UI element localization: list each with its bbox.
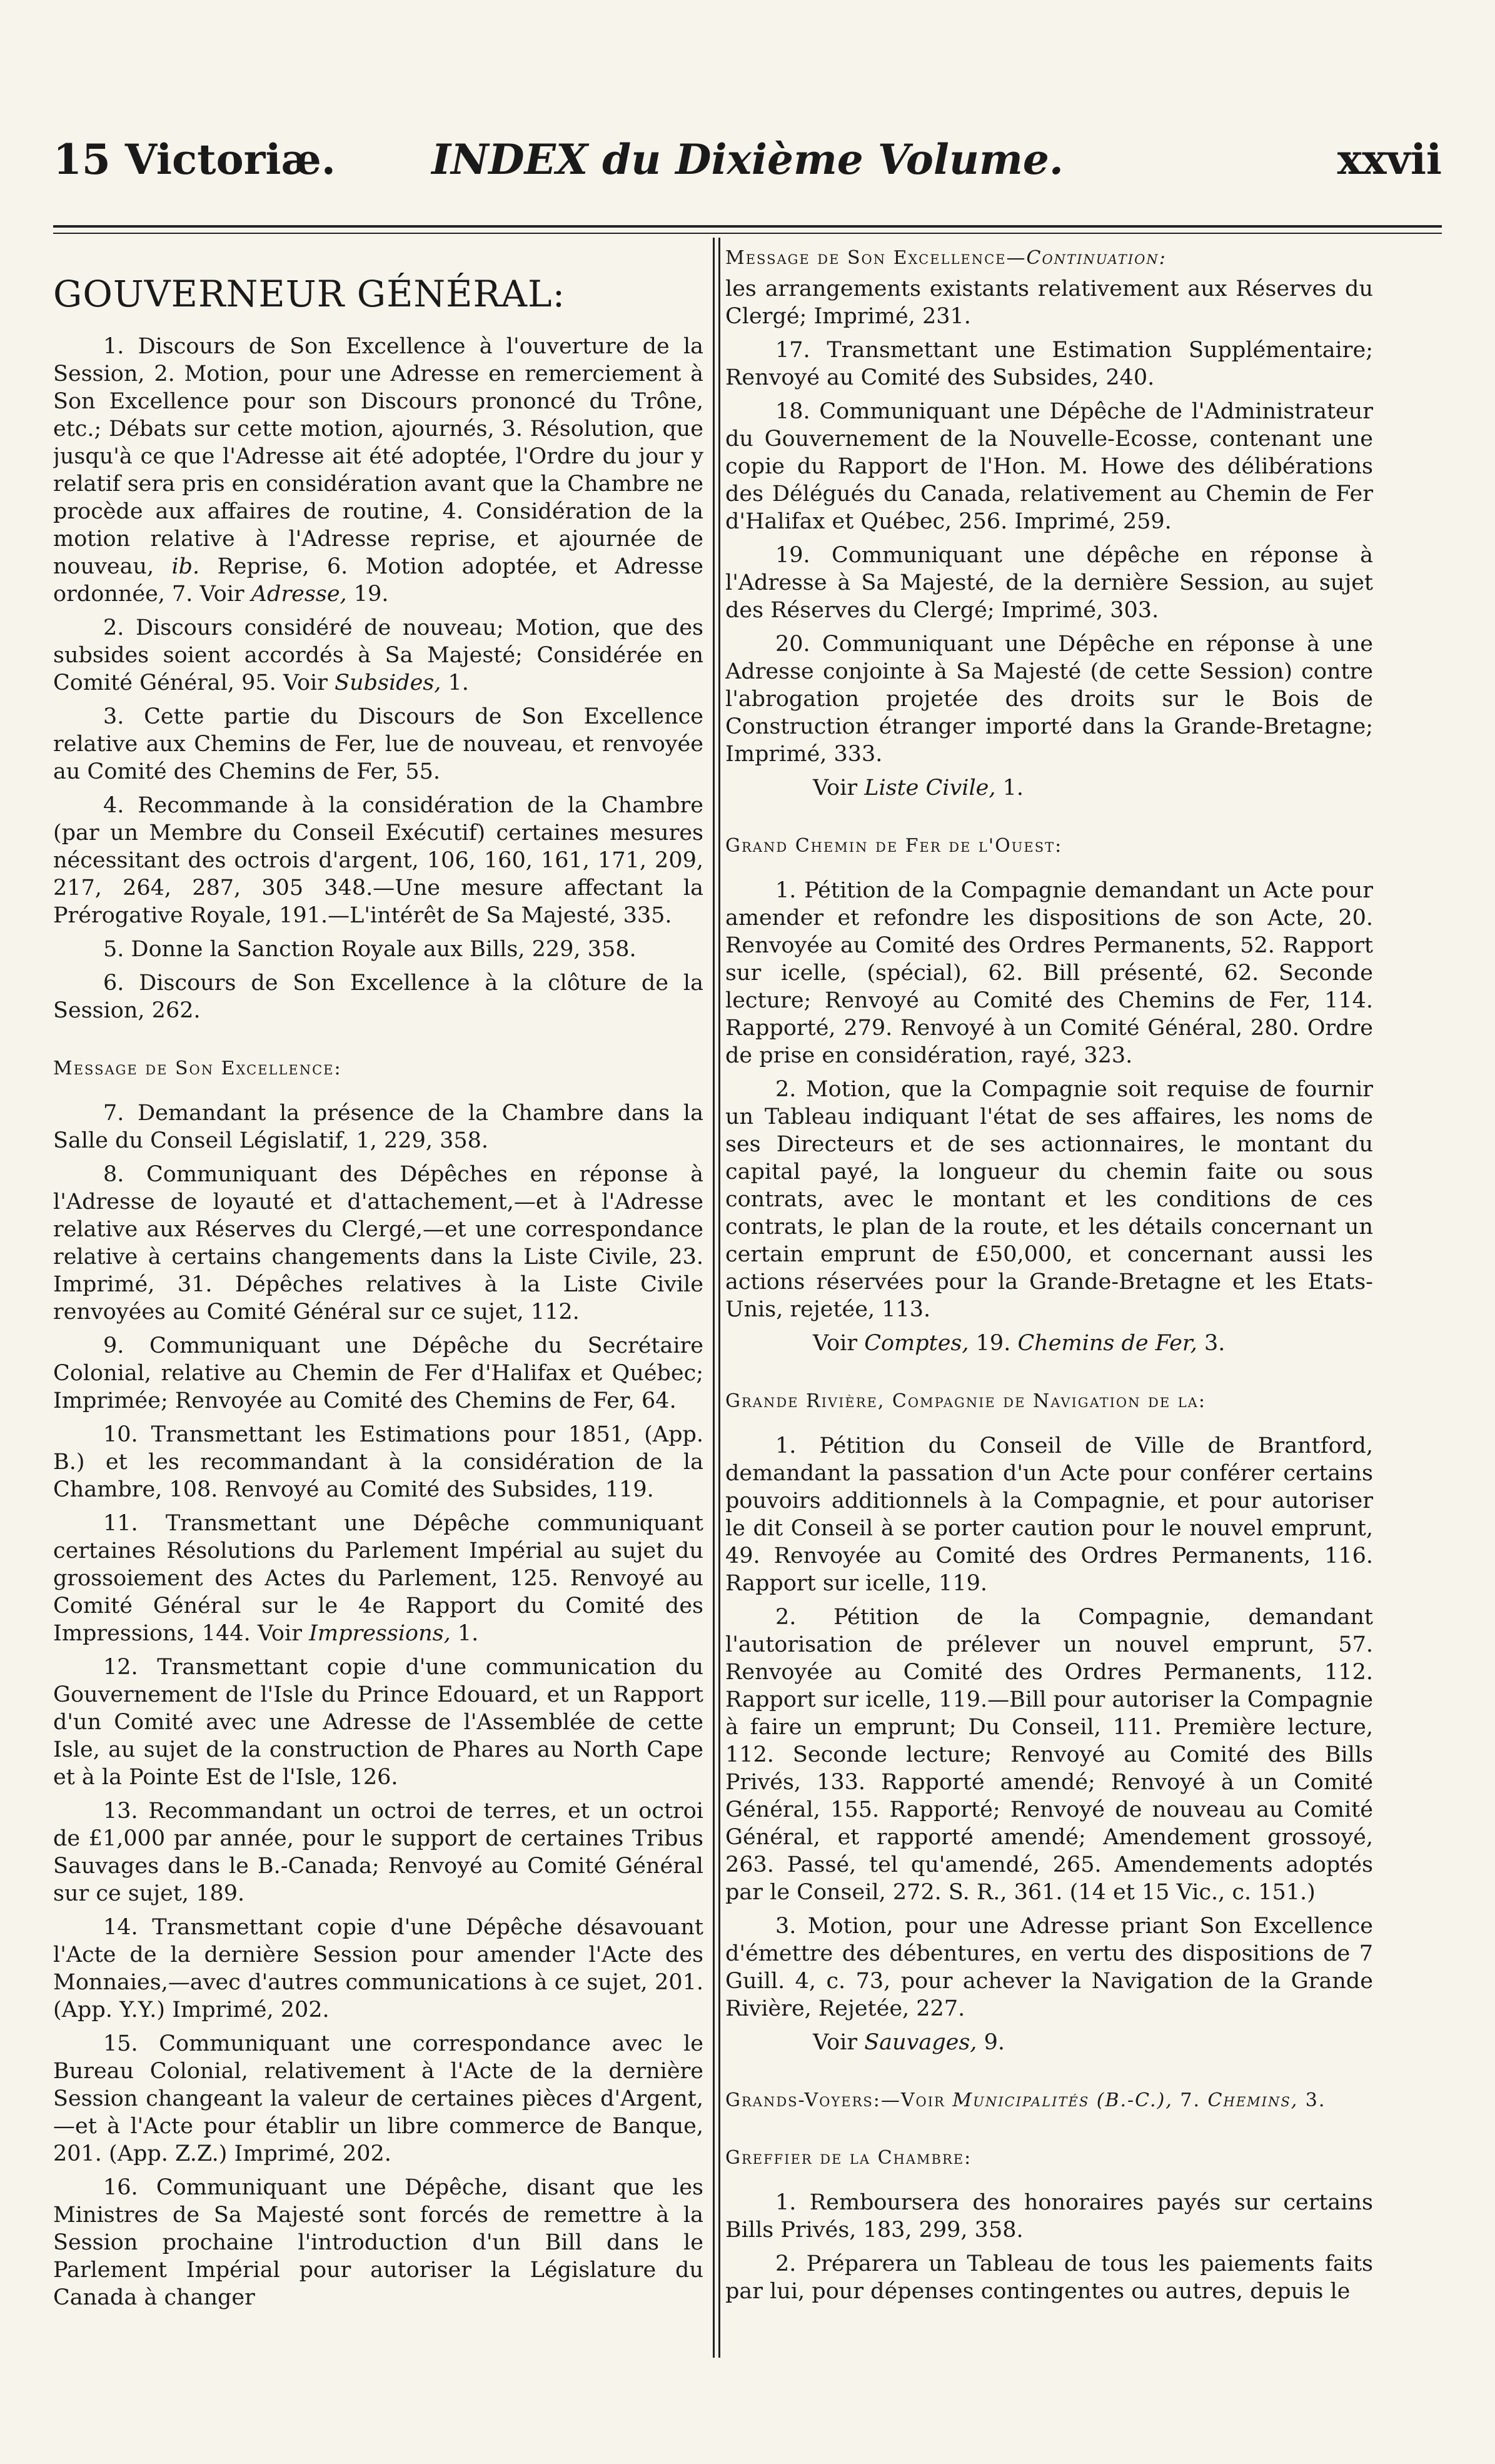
heading-grande-riviere: Grande Rivière, Compagnie de Navigation de la: [725, 1390, 1206, 1412]
entry-3: 3. Cette partie du Discours de Son Excellence relative aux Chemins de Fer, lue de nouveau, et renvoyée au Comité des Chemins de Fer, 55. [53, 704, 703, 784]
header-session: 15 Victoriæ. [53, 135, 336, 184]
voir-ref: Liste Civile, [864, 775, 996, 800]
entry-2 [53, 614, 703, 697]
entry-20: 20. Communiquant une Dépêche en réponse à une Adresse conjointe à Sa Majesté (de cette Session) contre l'abrogation projetée des droits sur le Bois de Construction étranger importé dans la Grande-Bretagne; Imprimé, 333. [725, 632, 1373, 767]
heading-gouverneur-general: GOUVERNEUR GÉNÉRAL: [53, 273, 566, 315]
gr-voir-page: 9. [984, 2030, 1005, 2055]
entry-1-page: 19. [353, 582, 389, 607]
entry-9: 9. Communiquant une Dépêche du Secrétaire Colonial, relative au Chemin de Fer d'Halifax et Québec; Imprimée; Renvoyée au Comité des Chemins de Fer, 64. [53, 1333, 703, 1413]
entry-19: 19. Communiquant une dépêche en réponse à l'Adresse à Sa Majesté, de la dernière Session, au sujet des Réserves du Clergé; Imprimé, 303. [725, 543, 1373, 623]
entry-11-text: 11. Transmettant une Dépêche communiquant certaines Résolutions du Parlement Impérial au sujet du grossoiement des Actes du Parlement, 125. Renvoyé au Comité Général sur le 4e Rapport du Comité des Impressions, 144. Voir [53, 1511, 703, 1646]
entry-11-page: 1. [457, 1621, 479, 1646]
column-divider [713, 238, 720, 2358]
gv-ref2: Chemins, [1207, 2089, 1299, 2111]
entry-14: 14. Transmettant copie d'une Dépêche désavouant l'Acte de la dernière Session pour amender l'Acte des Monnaies,—avec d'autres communications à ce sujet, 201. (App. Y.Y.) Imprimé, 202. [53, 1915, 703, 2022]
gr-voir-ref: Sauvages, [864, 2030, 977, 2055]
gc-voir-page2: 3. [1204, 1331, 1226, 1356]
gv-ref1: Municipalités (B.-C.), [952, 2089, 1173, 2111]
entry-5: 5. Donne la Sanction Royale aux Bills, 229, 358. [103, 937, 637, 962]
entry-6: 6. Discours de Son Excellence à la clôture de la Session, 262. [53, 971, 703, 1023]
entry-8: 8. Communiquant des Dépêches en réponse à l'Adresse de loyauté et d'attachement,—et à l'Adresse relative aux Réserves du Clergé,—et une correspondance relative à certains changements dans la Liste Civile, 23. Imprimé, 31. Dépêches relatives à la Liste Civile renvoyées au Comité Général sur ce sujet, 112. [53, 1162, 703, 1325]
gc-voir-ref2: Chemins de Fer, [1017, 1331, 1197, 1356]
entry-1 [53, 333, 703, 608]
entry-11 [53, 1510, 703, 1647]
gf-entry-1: 1. Remboursera des honoraires payés sur certains Bills Privés, 183, 299, 358. [725, 2190, 1373, 2243]
voir-page: 1. [1002, 775, 1024, 800]
page-header [53, 131, 1442, 188]
entry-7: 7. Demandant la présence de la Chambre dans la Salle du Conseil Législatif, 1, 229, 358. [53, 1101, 703, 1153]
entry-10: 10. Transmettant les Estimations pour 1851, (App. B.) et les recommandant à la considération de la Chambre, 108. Renvoyé au Comité des Subsides, 119. [53, 1422, 703, 1502]
entry-2-page: 1. [448, 670, 469, 695]
entry-1-ibid: ib. [171, 554, 200, 579]
entry-16-continued: les arrangements existants relativement aux Réserves du Clergé; Imprimé, 231. [725, 276, 1373, 329]
heading-grands-voyers [725, 2088, 1373, 2114]
heading-grand-chemin: Grand Chemin de Fer de l'Ouest: [725, 835, 1063, 857]
gv-page2: 3. [1305, 2089, 1326, 2111]
gr-entry-2: 2. Pétition de la Compagnie, demandant l'autorisation de prélever un nouvel emprunt, 57. Renvoyée au Comité des Ordres Permanents, 112. Rapport sur icelle, 119.—Bill pour autoriser la Compagnie à faire un emprunt; Du Conseil, 111. Première lecture, 112. Seconde lecture; Renvoyé au Comité des Bills Privés, 133. Rapporté amendé; Renvoyé à un Comité Général, 155. Rapporté; Renvoyé de nouveau au Comité Général, et rapporté amendé; Amendement grossoyé, 263. Passé, tel qu'amendé, 265. Amendements adoptés par le Conseil, 272. S. R., 361. (14 et 15 Vic., c. 151.) [725, 1605, 1373, 1905]
header-page-number: xxvii [1337, 135, 1442, 184]
gf-entry-2: 2. Préparera un Tableau de tous les paiements faits par lui, pour dépenses contingentes ou autres, depuis le [725, 2251, 1373, 2304]
entry-1-text: 1. Discours de Son Excellence à l'ouverture de la Session, 2. Motion, pour une Adresse en remerciement à Son Excellence pour son Discours prononcé du Trône, etc.; Débats sur cette motion, ajournés, 3. Résolution, que jusqu'à ce que l'Adresse ait été adoptée, l'Ordre du jour y relatif sera pris en considération avant que la Chambre ne procède aux affaires de routine, 4. Considération de la motion relative à l'Adresse reprise, et ajournée de nouveau, [53, 334, 703, 579]
voir-liste-civile [725, 774, 1373, 802]
entry-13: 13. Recommandant un octroi de terres, et un octroi de £1,000 par année, pour le support de certaines Tribus Sauvages dans le B.-Canada; Renvoyé au Comité Général sur ce sujet, 189. [53, 1799, 703, 1906]
gr-voir [725, 2029, 1373, 2056]
gc-voir-label: Voir [813, 1331, 858, 1356]
entry-1-ref: Adresse, [251, 582, 347, 607]
right-column [725, 245, 1373, 2359]
entry-1-text-b: Reprise, 6. Motion adoptée, et Adresse ordonnée, 7. Voir [53, 554, 703, 607]
entry-18: 18. Communiquant une Dépêche de l'Administrateur du Gouvernement de la Nouvelle-Ecosse, contenant une copie du Rapport de l'Hon. M. Howe des délibérations des Délégués du Canada, relativement au Chemin de Fer d'Halifax et Québec, 256. Imprimé, 259. [725, 399, 1373, 534]
voir-label: Voir [813, 775, 858, 800]
header-title: INDEX du Dixième Volume. [431, 135, 1064, 184]
gr-entry-3: 3. Motion, pour une Adresse priant Son Excellence d'émettre des débentures, en vertu des dispositions de 7 Guill. 4, c. 73, pour achever la Navigation de la Grande Rivière, Rejetée, 227. [725, 1914, 1373, 2021]
gr-voir-label: Voir [813, 2030, 858, 2055]
gv-label: Grands-Voyers:—Voir [725, 2089, 945, 2111]
gc-voir-ref1: Comptes, [864, 1331, 969, 1356]
continuation-italic: Continuation: [1026, 247, 1167, 269]
gv-page1: 7. [1180, 2089, 1201, 2111]
entry-12: 12. Transmettant copie d'une communication du Gouvernement de l'Isle du Prince Edouard, et un Rapport d'un Comité avec une Adresse de l'Assemblée de cette Isle, au sujet de la construction de Phares au North Cape et à la Pointe Est de l'Isle, 126. [53, 1655, 703, 1790]
entry-17: 17. Transmettant une Estimation Supplémentaire; Renvoyé au Comité des Subsides, 240. [725, 338, 1373, 390]
gc-entry-2: 2. Motion, que la Compagnie soit requise de fournir un Tableau indiquant l'état de ses affaires, les noms de ses Directeurs et de ses actionnaires, le montant du capital payé, la longueur du chemin faite ou sous contrats, avec le montant et les conditions de ces contrats, le plan de la route, et les détails concernant un certain emprunt de £50,000, et concernant aussi les actions réservées pour la Grande-Bretagne et les Etats-Unis, rejetée, 113. [725, 1077, 1373, 1322]
entry-2-ref: Subsides, [335, 670, 441, 695]
gc-voir-page1: 19. [975, 1331, 1011, 1356]
continuation-label: Message de Son Excellence— [725, 247, 1027, 269]
heading-message: Message de Son Excellence: [53, 1058, 342, 1079]
entry-16: 16. Communiquant une Dépêche, disant que les Ministres de Sa Majesté sont forcés de remettre à la Session prochaine l'introduction d'un Bill dans le Parlement Impérial pour autoriser la Législature du Canada à changer [53, 2175, 703, 2310]
entry-11-ref: Impressions, [309, 1621, 451, 1646]
header-rule-thick [53, 225, 1442, 228]
gc-entry-1: 1. Pétition de la Compagnie demandant un Acte pour amender et refondre les dispositions de son Acte, 20. Renvoyée au Comité des Ordres Permanents, 52. Rapport sur icelle, (spécial), 62. Bill présenté, 62. Seconde lecture; Renvoyé au Comité des Chemins de Fer, 114. Rapporté, 279. Renvoyé à un Comité Général, 280. Ordre de prise en considération, rayé, 323. [725, 878, 1373, 1068]
entry-2-text: 2. Discours considéré de nouveau; Motion, que des subsides soient accordés à Sa Majesté; Considérée en Comité Général, 95. Voir [53, 615, 703, 695]
left-column [53, 245, 703, 2359]
entry-15: 15. Communiquant une correspondance avec le Bureau Colonial, relativement à l'Acte de la dernière Session changeant la valeur de certaines pièces d'Argent,—et à l'Acte pour établir un libre commerce de Banque, 201. (App. Z.Z.) Imprimé, 202. [53, 2031, 703, 2166]
heading-greffier: Greffier de la Chambre: [725, 2147, 972, 2169]
heading-message-continuation [725, 245, 1373, 271]
header-rule-thin [53, 233, 1442, 234]
entry-4: 4. Recommande à la considération de la Chambre (par un Membre du Conseil Exécutif) certaines mesures nécessitant des octrois d'argent, 106, 160, 161, 171, 209, 217, 264, 287, 305 348.—Une mesure affectant la Prérogative Royale, 191.—L'intérêt de Sa Majesté, 335. [53, 793, 703, 928]
gc-voir [725, 1330, 1373, 1357]
gr-entry-1: 1. Pétition du Conseil de Ville de Brantford, demandant la passation d'un Acte pour conférer certains pouvoirs additionnels à la Compagnie, et pour autoriser le dit Conseil à se porter caution pour le nouvel emprunt, 49. Renvoyée au Comité des Ordres Permanents, 116. Rapport sur icelle, 119. [725, 1433, 1373, 1596]
